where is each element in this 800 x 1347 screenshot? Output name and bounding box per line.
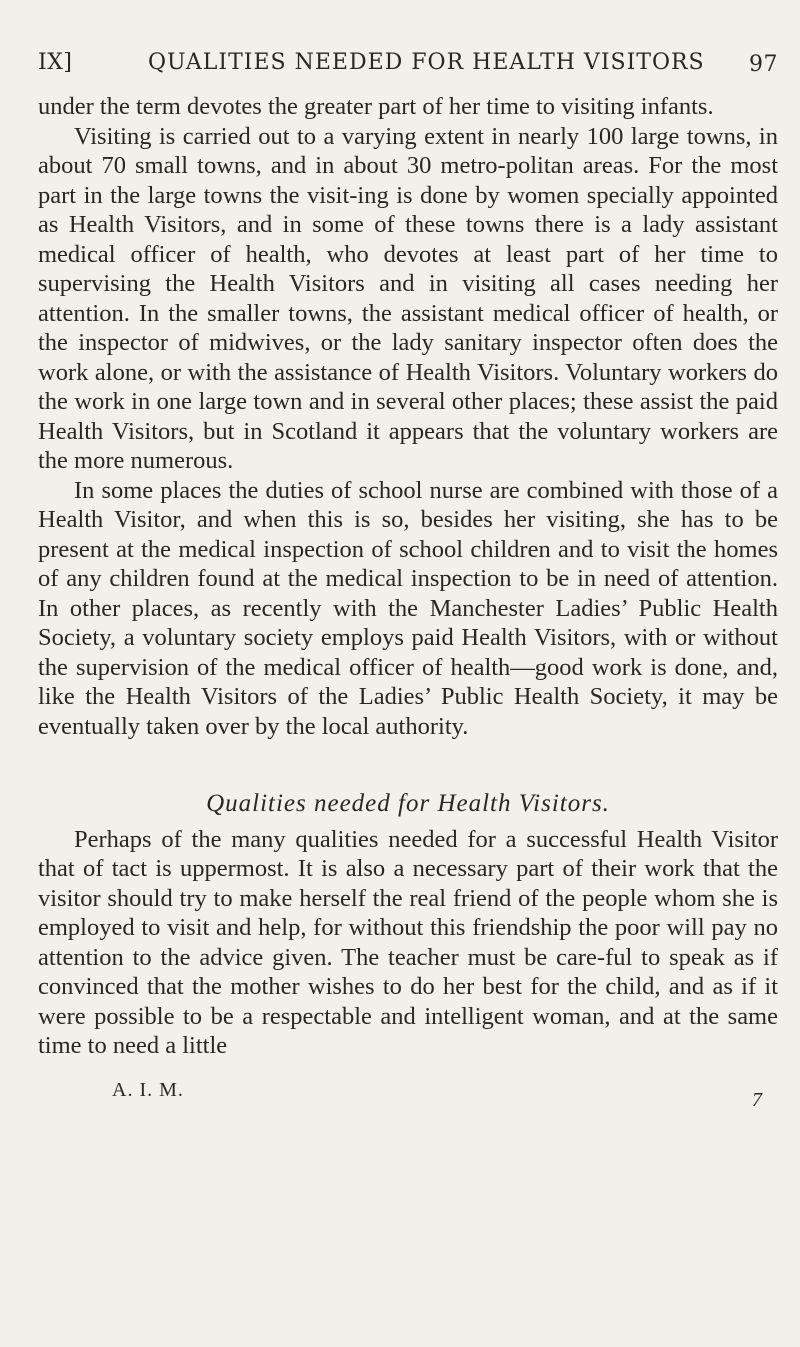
sheet-number: 7 (752, 1088, 762, 1111)
paragraph-visiting-extent: Visiting is carried out to a varying extent in nearly 100 large towns, in about 70 small towns, and in about 30 metro-politan areas. For the most part in the large towns the visit-ing is done by women specially appointed as Health Visitors, and in some of these towns there is a lady assistant medical officer of health, who devotes at least part of her time to supervising the Health Visitors and in visiting all cases needing her attention. In the smaller towns, the assistant medical officer of health, or the inspector of midwives, or the lady sanitary inspector often does the work alone, or with the assistance of Health Visitors. Voluntary workers do the work in one large town and in several other places; these assist the paid Health Visitors, but in Scotland it appears that the voluntary workers are the more numerous. (38, 122, 778, 474)
page-footer (38, 1079, 778, 1119)
page-number: 97 (749, 52, 778, 77)
running-head (38, 44, 778, 84)
book-page (38, 44, 778, 1334)
chapter-marker: IX] (38, 50, 73, 75)
signature-mark: A. I. M. (112, 1078, 184, 1101)
section-heading: Qualities needed for Health Visitors. (206, 790, 610, 817)
paragraph-qualities: Perhaps of the many qualities needed for a successful Health Visitor that of tact is uppermost. It is also a necessary part of their work that the visitor should try to make herself the real friend of the people whom she is employed to visit and help, for without this friendship the poor will pay no attention to the advice given. The teacher must be care-ful to speak as if convinced that the mother wishes to do her best for the child, and as if it were possible to be a respectable and intelligent woman, and at the same time to need a little (38, 825, 778, 1059)
paragraph-continuation: under the term devotes the greater part of her time to visiting infants. (38, 93, 714, 120)
running-head-title: QUALITIES NEEDED FOR HEALTH VISITORS (148, 50, 705, 75)
body-text (38, 92, 778, 1061)
paragraph-school-nurse: In some places the duties of school nurse are combined with those of a Health Visitor, and when this is so, besides her visiting, she has to be present at the medical inspection of school children and to visit the homes of any children found at the medical inspection to be in need of attention. In other places, as recently with the Manchester Ladies’ Public Health Society, a voluntary society employs paid Health Visitors, with or without the supervision of the medical officer of health—good work is done, and, like the Health Visitors of the Ladies’ Public Health Society, it may be eventually taken over by the local authority. (38, 476, 778, 740)
